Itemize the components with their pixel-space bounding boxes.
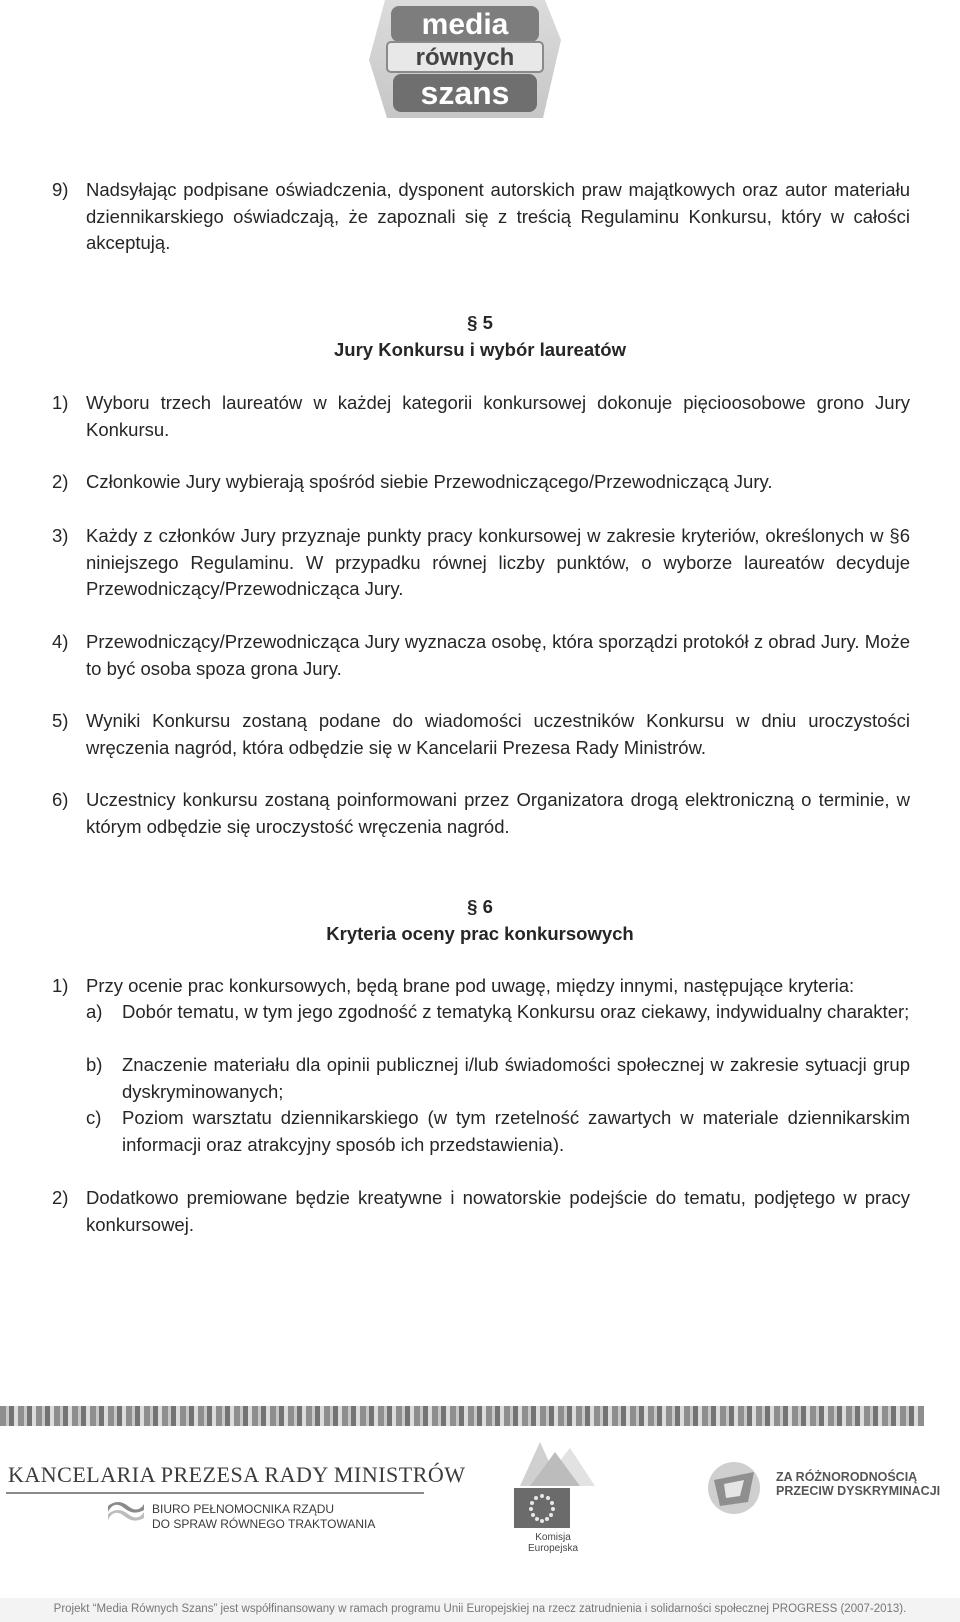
sub-list-item <box>86 1052 910 1105</box>
diversity-line2: PRZECIW DYSKRYMINACJI <box>776 1484 941 1498</box>
media-rownych-szans-logo <box>365 0 565 118</box>
item-text: Wyboru trzech laureatów w każdej kategorii konkursowej dokonuje pięcioosobowe grono Jury Konkursu. <box>86 392 910 440</box>
item-number: 2) <box>52 471 69 492</box>
logo-text-szans: szans <box>420 75 510 111</box>
list-item <box>52 390 910 443</box>
kprm-subtitle <box>152 1502 375 1532</box>
section-mark: § 6 <box>467 896 493 917</box>
item-text: Przewodniczący/Przewodnicząca Jury wyznacza osobę, która sporządzi protokół z obrad Jury. Może to być osoba spoza grona Jury. <box>86 631 910 679</box>
sub-item-text: Poziom warsztatu dziennikarskiego (w tym rzetelność zawartych w materiale dziennikarskim informacji oraz atrakcyjny sposób ich przedstawienia). <box>122 1107 910 1155</box>
section-mark: § 5 <box>467 312 493 333</box>
eu-label-line1: Komisja <box>535 1532 571 1543</box>
item-text: Uczestnicy konkursu zostaną poinformowani przez Organizatora drogą elektroniczną o terminie, w którym odbędzie się uroczystość wręczenia nagród. <box>86 789 910 837</box>
item-number: 4) <box>52 631 69 652</box>
building-icon <box>500 1438 610 1488</box>
list-item <box>52 469 910 496</box>
kprm-divider <box>6 1492 424 1494</box>
sub-list-item <box>86 1105 910 1158</box>
sub-item-letter: a) <box>86 1001 103 1022</box>
item-text: Dodatkowo premiowane będzie kreatywne i nowatorskie podejście do tematu, podjętego w pracy konkursowej. <box>86 1187 910 1235</box>
footer-decorative-stripe <box>0 1406 924 1426</box>
list-item <box>52 629 910 682</box>
item-text: Każdy z członków Jury przyznaje punkty pracy konkursowej w zakresie kryteriów, określonych w §6 niniejszego Regulaminu. W przypadku równej liczby punktów, o wyborze laureatów decyduje Przewodniczący/Przewodnicząca Jury. <box>86 525 910 599</box>
diversity-campaign-text <box>776 1470 940 1498</box>
sub-item-text: Dobór tematu, w tym jego zgodność z tematyką Konkursu oraz ciekawy, indywidualny charakter; <box>122 1001 910 1022</box>
diversity-line1: ZA RÓŻNORODNOŚCIĄ <box>776 1470 918 1484</box>
item-number: 1) <box>52 975 69 996</box>
item-text: Przy ocenie prac konkursowych, będą brane pod uwagę, między innymi, następujące kryteria: <box>86 975 855 996</box>
european-commission-logo <box>500 1438 610 1554</box>
list-item <box>52 973 910 1000</box>
section-title: Kryteria oceny prac konkursowych <box>326 923 634 944</box>
list-item <box>52 787 910 840</box>
item-text: Wyniki Konkursu zostaną podane do wiadomości uczestników Konkursu w dniu uroczystości wręczenia nagród, która odbędzie się w Kancelarii Prezesa Rady Ministrów. <box>86 710 910 758</box>
kprm-logo <box>6 1462 466 1532</box>
item-number: 5) <box>52 710 69 731</box>
list-item <box>52 708 910 761</box>
item-text: Członkowie Jury wybierają spośród siebie Przewodniczącego/Przewodniczącą Jury. <box>86 471 773 492</box>
kprm-title: KANCELARIA PREZESA RADY MINISTRÓW <box>8 1462 466 1487</box>
list-item <box>52 523 910 603</box>
logo-text-media: media <box>421 8 509 41</box>
sub-list-item <box>86 999 910 1026</box>
flag-wave-icon <box>106 1496 146 1526</box>
kprm-subtitle-line2: DO SPRAW RÓWNEGO TRAKTOWANIA <box>152 1517 376 1531</box>
sub-item-letter: b) <box>86 1054 103 1075</box>
item-text: Nadsyłając podpisane oświadczenia, dysponent autorskich praw majątkowych oraz autor materiału dziennikarskiego oświadczają, że zapoznali się z treścią Regulaminu Konkursu, który w całości akceptują. <box>86 179 910 253</box>
eu-label <box>528 1532 578 1554</box>
footer-note: Projekt “Media Równych Szans” jest współfinansowany w ramach programu Unii Europejskiej na rzecz zatrudnienia i solidarności społecznej PROGRESS (2007-2013). <box>53 1603 907 1615</box>
diversity-emblem-icon <box>704 1460 768 1516</box>
list-item <box>52 1185 910 1238</box>
item-number: 1) <box>52 392 69 413</box>
item-number: 6) <box>52 789 69 810</box>
sub-item-letter: c) <box>86 1107 102 1128</box>
sub-item-text: Znaczenie materiału dla opinii publicznej i/lub świadomości społecznej w zakresie sytuacji grup dyskryminowanych; <box>122 1054 910 1102</box>
item-number: 2) <box>52 1187 69 1208</box>
list-item <box>52 177 910 257</box>
diversity-campaign-logo <box>704 1460 941 1520</box>
logo-text-rownych: równych <box>415 44 515 71</box>
kprm-subtitle-line1: BIURO PEŁNOMOCNIKA RZĄDU <box>152 1502 335 1516</box>
item-number: 3) <box>52 525 69 546</box>
section-title: Jury Konkursu i wybór laureatów <box>334 339 626 360</box>
eu-label-line2: Europejska <box>528 1543 579 1554</box>
eu-flag-icon <box>514 1488 570 1528</box>
item-number: 9) <box>52 179 69 200</box>
